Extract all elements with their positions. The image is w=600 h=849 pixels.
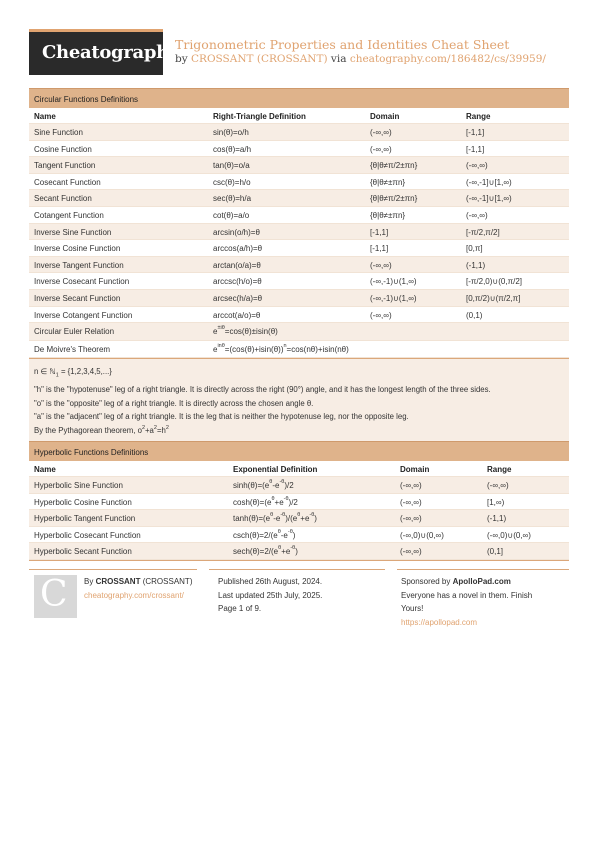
circular-functions-section — [29, 88, 569, 442]
header — [29, 29, 569, 75]
table-row — [29, 494, 569, 511]
function-definition: arctan(o/a)=θ — [213, 260, 261, 270]
updated-date: Last updated 25th July, 2025. — [218, 590, 323, 600]
column-header: Name — [34, 465, 56, 474]
function-definition: $\sec h(\theta)=2/(e^\theta+e^{-\theta})$ — [233, 545, 298, 557]
function-definition: cos(θ)=a/h — [213, 144, 252, 154]
function-definition: arccsc(h/o)=θ — [213, 277, 262, 287]
function-name: Inverse Sine Function — [34, 227, 112, 237]
table-row — [29, 307, 569, 324]
range-value: (0,1) — [466, 310, 483, 320]
range-value: (-∞,∞) — [466, 161, 488, 171]
avatar[interactable]: C — [34, 575, 77, 618]
footer — [29, 569, 569, 627]
domain-value: [-1,1] — [370, 244, 389, 254]
domain-value: (-∞,∞) — [400, 547, 422, 557]
function-definition: sec(θ)=h/a — [213, 194, 252, 204]
logo-text: Cheatography — [42, 42, 180, 63]
page-number: Page 1 of 9. — [218, 604, 262, 613]
table-row — [29, 290, 569, 307]
table-row — [29, 341, 569, 359]
note-line: "o" is the "opposite" leg of a right triangle. It is directly across the chosen angle θ. — [34, 398, 314, 408]
column-header: Right-Triangle Definition — [213, 112, 306, 121]
function-definition: tan(θ)=o/a — [213, 161, 250, 171]
circular-table-body — [29, 124, 569, 323]
range-value: (-1,1) — [466, 260, 486, 270]
function-name: Cosine Function — [34, 144, 92, 154]
function-name: Sine Function — [34, 128, 83, 137]
via-text: via — [330, 53, 347, 65]
function-name: Hyperbolic Cosecant Function — [34, 530, 141, 540]
hyperbolic-table-body — [29, 477, 569, 560]
range-value: [-1,1] — [466, 128, 485, 137]
sheet-url-link[interactable]: cheatography.com/186482/cs/39959/ — [349, 53, 546, 65]
notes-block — [29, 358, 569, 441]
by-prefix: by — [175, 53, 188, 65]
function-definition: csc(θ)=h/o — [213, 177, 251, 187]
function-name: Secant Function — [34, 194, 92, 204]
function-definition: $\sinh(\theta)=(e^\theta-e^{-\theta})/2$ — [233, 479, 294, 490]
divider — [397, 569, 569, 573]
function-name: Cotangent Function — [34, 210, 104, 220]
range-value: [1,∞) — [487, 497, 505, 507]
hyperbolic-functions-section — [29, 441, 569, 561]
table-row — [29, 257, 569, 274]
column-header: Exponential Definition — [233, 465, 318, 474]
note-line: "a" is the "adjacent" leg of a right triangle. It is the leg that is neither the hypotenuse leg, nor the opposite leg. — [34, 412, 409, 422]
domain-value: [-1,1] — [370, 227, 389, 237]
section-heading: Circular Functions Definitions — [29, 88, 569, 108]
range-value: (0,1] — [487, 547, 504, 557]
function-definition: sin(θ)=o/h — [213, 128, 249, 137]
domain-value: (-∞,-1)∪(1,∞) — [370, 277, 417, 287]
domain-value: {θ|θ≠±πn} — [370, 177, 406, 187]
table-row — [29, 141, 569, 158]
author-name[interactable]: CROSSANT — [95, 577, 141, 586]
domain-value: {θ|θ≠π/2±πn} — [370, 161, 418, 171]
function-name: Hyperbolic Cosine Function — [34, 497, 132, 507]
range-value: (-∞,∞) — [466, 210, 488, 220]
function-name: Inverse Cosecant Function — [34, 277, 130, 287]
function-name: Hyperbolic Tangent Function — [34, 514, 136, 524]
domain-value: {θ|θ≠π/2±πn} — [370, 194, 418, 204]
domain-value: (-∞,∞) — [370, 310, 392, 320]
author-link[interactable]: CROSSANT (CROSSANT) — [191, 53, 328, 65]
table-row — [29, 477, 569, 494]
table-row — [29, 527, 569, 544]
function-definition: arcsin(o/h)=θ — [213, 227, 260, 237]
domain-value: {θ|θ≠±πn} — [370, 210, 406, 220]
sponsor-block: Sponsored by ApolloPad.com Everyone has a novel in them. Finish Yours! https://apollopad.com — [401, 575, 532, 629]
column-header: Range — [466, 112, 491, 121]
table-header-row — [29, 108, 569, 124]
range-value: (-1,1) — [487, 514, 507, 524]
table-header-row — [29, 461, 569, 477]
function-name: Circular Euler Relation — [34, 327, 115, 337]
function-name: Cosecant Function — [34, 177, 101, 187]
column-header: Domain — [400, 465, 430, 474]
function-definition: arccot(a/o)=θ — [213, 310, 261, 320]
table-row — [29, 543, 569, 560]
function-definition: $e^{\pm i\theta}=\cos(\theta)\pm isin(\theta)$ — [213, 325, 278, 337]
domain-value: (-∞,∞) — [400, 481, 422, 490]
function-name: Inverse Secant Function — [34, 293, 121, 303]
range-value: [-π/2,0)∪(0,π/2] — [466, 277, 523, 287]
range-value: (-∞,∞) — [487, 481, 509, 490]
range-value: (-∞,0)∪(0,∞) — [487, 530, 531, 540]
table-row — [29, 240, 569, 257]
publication-info — [218, 575, 322, 616]
sponsor-link[interactable]: ApolloPad.com — [452, 577, 511, 586]
function-name: Tangent Function — [34, 161, 96, 171]
column-header: Range — [487, 465, 512, 474]
note-line: By the Pythagorean theorem, $o^2+a^2=h^2$ — [34, 424, 169, 435]
sponsor-url-link[interactable]: https://apollopad.com — [401, 617, 478, 627]
function-name: De Moivre's Theorem — [34, 344, 111, 354]
range-value: [-1,1] — [466, 144, 485, 154]
function-name: Hyperbolic Sine Function — [34, 481, 123, 490]
function-definition: $\tanh(\theta)=(e^\theta-e^{-\theta})/(e^\theta+e^{-\theta})$ — [233, 512, 317, 524]
function-name: Inverse Cotangent Function — [34, 310, 133, 320]
note-line: "h" is the "hypotenuse" leg of a right triangle. It is directly across the right (90°) angle, and it has the longest length of the three sides. — [34, 385, 491, 395]
range-value: [0,π/2)∪(π/2,π] — [466, 293, 521, 303]
function-name: Inverse Tangent Function — [34, 260, 124, 270]
divider — [29, 569, 197, 573]
table-row — [29, 323, 569, 341]
table-row — [29, 190, 569, 207]
table-row — [29, 157, 569, 174]
function-definition: $\cosh(\theta)=(e^\theta+e^{-\theta})/2$ — [233, 495, 298, 507]
table-row — [29, 510, 569, 527]
domain-value: (-∞,∞) — [400, 497, 422, 507]
function-definition: arccos(a/h)=θ — [213, 244, 263, 254]
range-value: [0,π] — [466, 244, 483, 254]
range-value: [-π/2,π/2] — [466, 227, 500, 237]
table-row — [29, 273, 569, 290]
function-definition: $\csc h(\theta)=2/(e^\theta-e^{-\theta})$ — [233, 528, 296, 540]
range-value: (-∞,-1]∪[1,∞) — [466, 177, 512, 187]
column-header: Name — [34, 112, 56, 121]
domain-value: (-∞,∞) — [400, 514, 422, 524]
note-line: n ∈ ℕ$_1$ = {1,2,3,4,5,...} — [34, 367, 112, 379]
published-date: Published 26th August, 2024. — [218, 577, 323, 586]
table-row — [29, 174, 569, 191]
cheatography-logo[interactable] — [29, 29, 180, 75]
domain-value: (-∞,∞) — [370, 128, 392, 137]
section-heading: Hyperbolic Functions Definitions — [29, 441, 569, 461]
function-definition: $e^{in\theta}=(\cos(\theta)+isin(\theta))^n=\cos(n\theta)+isin(n\theta)$ — [213, 342, 349, 354]
column-header: Domain — [370, 112, 400, 121]
function-name: Inverse Cosine Function — [34, 244, 121, 254]
table-row — [29, 207, 569, 224]
domain-value: (-∞,∞) — [370, 260, 392, 270]
domain-value: (-∞,0)∪(0,∞) — [400, 530, 444, 540]
domain-value: (-∞,-1)∪(1,∞) — [370, 293, 417, 303]
domain-value: (-∞,∞) — [370, 144, 392, 154]
function-definition: cot(θ)=a/o — [213, 210, 250, 220]
page-title: Trigonometric Properties and Identities Cheat Sheet — [175, 37, 510, 52]
author-profile-link[interactable]: cheatography.com/crossant/ — [84, 590, 184, 600]
function-definition: arcsec(h/a)=θ — [213, 293, 263, 303]
byline — [175, 53, 546, 65]
divider — [209, 569, 385, 573]
table-row — [29, 224, 569, 241]
table-row — [29, 124, 569, 141]
author-block: By CROSSANT (CROSSANT) cheatography.com/crossant/ — [84, 575, 192, 602]
range-value: (-∞,-1]∪[1,∞) — [466, 194, 512, 204]
function-name: Hyperbolic Secant Function — [34, 547, 132, 557]
